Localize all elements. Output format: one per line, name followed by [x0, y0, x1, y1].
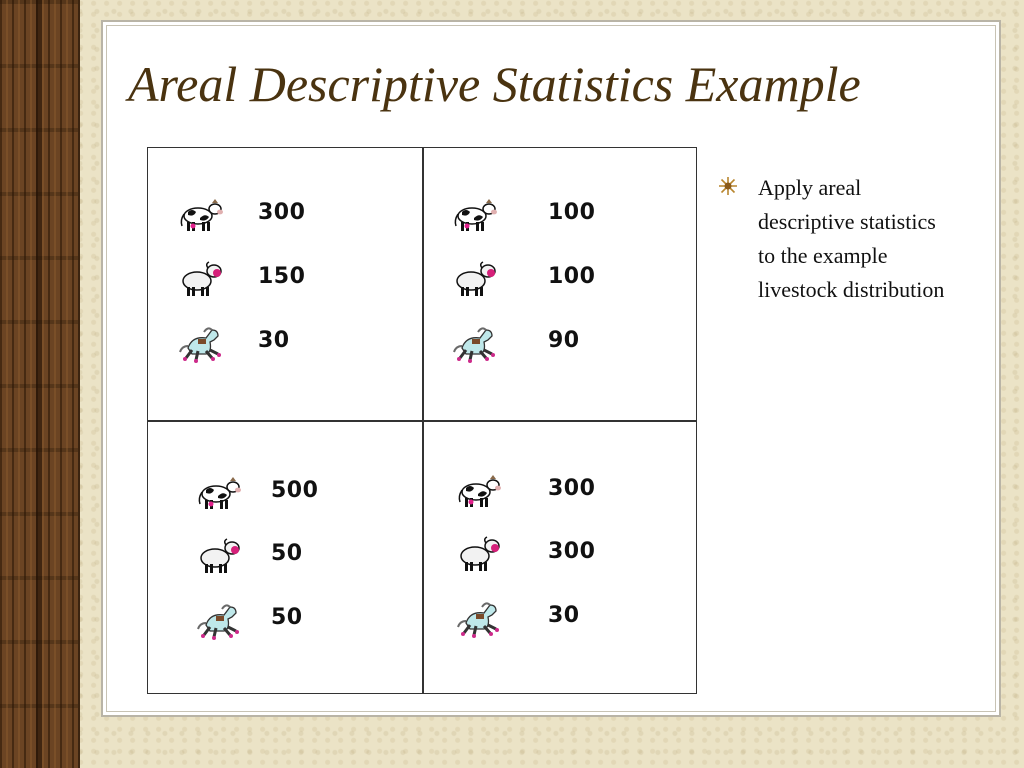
sheep-icon: [178, 256, 224, 300]
sheep-count-row: [196, 533, 303, 577]
cow-icon: [456, 468, 502, 512]
sheep-count-row: [452, 256, 596, 300]
cow-count: 500: [271, 478, 319, 503]
sheep-icon: [456, 531, 502, 575]
cow-count-row: [456, 468, 596, 512]
cow-count-row: [196, 470, 319, 514]
sheep-count: 150: [258, 264, 306, 289]
cow-count: 300: [258, 200, 306, 225]
cow-icon: [452, 192, 498, 236]
horse-count-row: [452, 320, 580, 364]
horse-icon: [456, 595, 502, 639]
sheep-count-row: [178, 256, 306, 300]
horse-icon: [452, 320, 498, 364]
horse-count: 30: [258, 328, 290, 353]
grid-divider-horizontal: [148, 420, 696, 422]
slide-title: Areal Descriptive Statistics Example: [128, 56, 861, 112]
sheep-count: 300: [548, 539, 596, 564]
horse-count: 50: [271, 605, 303, 630]
horse-count-row: [456, 595, 580, 639]
horse-count: 90: [548, 328, 580, 353]
horse-icon: [196, 597, 242, 641]
sheep-count-row: [456, 531, 596, 575]
sheep-count: 50: [271, 541, 303, 566]
cow-count: 300: [548, 476, 596, 501]
cow-icon: [196, 470, 242, 514]
cow-count-row: [452, 192, 596, 236]
starburst-bullet-icon: [718, 176, 738, 196]
sheep-icon: [196, 533, 242, 577]
sheep-count: 100: [548, 264, 596, 289]
sheep-icon: [452, 256, 498, 300]
livestock-grid: [147, 147, 697, 694]
horse-count-row: [196, 597, 303, 641]
horse-icon: [178, 320, 224, 364]
horse-count: 30: [548, 603, 580, 628]
horse-count-row: [178, 320, 290, 364]
cow-icon: [178, 192, 224, 236]
cow-count-row: [178, 192, 306, 236]
bullet-text: Apply areal descriptive statistics to the example livestock distribution: [758, 175, 945, 302]
wood-border-groove: [36, 0, 42, 768]
cow-count: 100: [548, 200, 596, 225]
